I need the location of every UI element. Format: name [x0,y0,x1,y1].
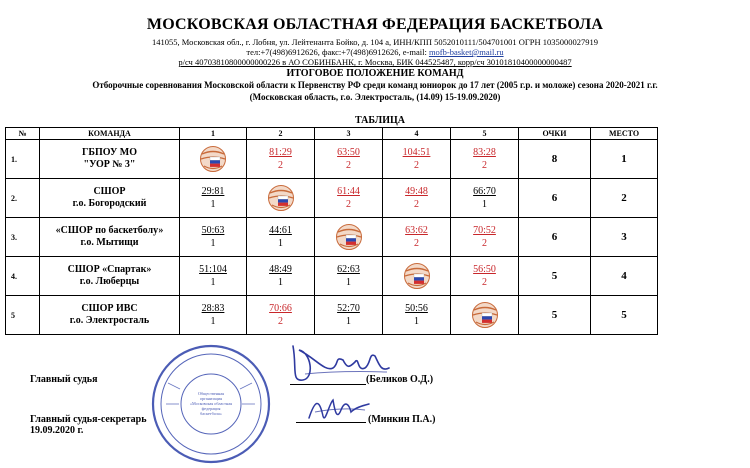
match-points: 2 [482,238,487,249]
result-cell [451,179,519,218]
match-points: 2 [482,277,487,288]
table-row [6,179,658,218]
match-points: 1 [210,238,216,249]
result-cell [315,179,383,218]
team-name [40,179,180,218]
result-cell [247,296,315,335]
self-match-cell [383,257,451,296]
result-cell [451,140,519,179]
result-cell [180,296,247,335]
team-name [40,218,180,257]
federation-contacts [0,47,750,57]
match-score: 50:56 [405,303,428,314]
table-row [6,140,658,179]
match-score: 44:61 [269,225,292,236]
result-cell [247,257,315,296]
federation-logo-icon [199,145,227,173]
total-points: 6 [519,179,591,218]
match-score: 61:44 [337,186,360,197]
row-number: 2. [6,179,40,218]
self-match-cell [315,218,383,257]
total-points: 5 [519,296,591,335]
match-score: 29:81 [201,186,225,197]
federation-title: МОСКОВСКАЯ ОБЛАСТНАЯ ФЕДЕРАЦИЯ БАСКЕТБОЛА [146,16,604,33]
row-number: 3. [6,218,40,257]
chief-judge-label: Главный судья [30,374,98,385]
match-score: 48:49 [269,264,292,275]
federation-logo-icon [471,301,499,329]
team-name [40,257,180,296]
result-cell [451,218,519,257]
match-points: 2 [414,238,419,249]
result-cell [315,140,383,179]
final-place: 5 [591,296,658,335]
match-points: 2 [278,316,283,327]
match-score: 52:70 [337,303,360,314]
standings-table [5,127,658,335]
col-header-place: МЕСТО [591,128,658,140]
federation-address: 141055, Московская обл., г. Лобня, ул. Лейтенанта Бойко, д. 104 а, ИНН/КПП 5052010111/504701001 ОГРН 1035000027919 [152,37,598,47]
team-name-line1: СШОР [93,186,126,197]
result-cell [383,296,451,335]
federation-logo-icon [267,184,295,212]
match-points: 2 [482,160,487,171]
match-points: 1 [346,316,351,327]
final-place: 4 [591,257,658,296]
match-points: 2 [414,199,419,210]
match-score: 56:50 [473,264,496,275]
team-name [40,140,180,179]
match-score: 83:28 [473,147,496,158]
team-name-line1: СШОР ИВС [81,303,138,314]
match-points: 1 [278,238,283,249]
match-score: 66:70 [473,186,496,197]
match-score: 63:50 [337,147,360,158]
match-score: 28:83 [201,303,225,314]
result-cell [180,179,247,218]
result-cell [383,218,451,257]
report-date: 19.09.2020 г. [30,425,84,436]
result-cell [247,140,315,179]
col-header-team: КОМАНДА [40,128,180,140]
team-name-line1: СШОР «Спартак» [67,264,152,275]
match-score: 70:52 [473,225,496,236]
official-stamp-icon [150,343,272,465]
match-points: 1 [278,277,283,288]
self-match-cell [180,140,247,179]
document-title: ИТОГОВОЕ ПОЛОЖЕНИЕ КОМАНД [286,68,464,79]
col-header-2: 2 [247,128,315,140]
federation-logo-icon [335,223,363,251]
team-name-line1: «СШОР по баскетболу» [55,225,164,236]
match-score: 50:63 [201,225,225,236]
svg-text:«Московская областная: «Московская областная [189,401,233,406]
final-place: 1 [591,140,658,179]
result-cell [451,257,519,296]
match-score: 81:29 [269,147,292,158]
federation-logo-icon [403,262,431,290]
match-points: 1 [210,316,216,327]
contacts-phone: тел:+7(498)6912626, факс:+7(498)6912626, e-mail: [246,47,429,57]
match-points: 2 [278,160,283,171]
col-header-4: 4 [383,128,451,140]
table-label: ТАБЛИЦА [355,115,405,126]
table-row [6,218,658,257]
match-points: 2 [346,160,351,171]
match-score: 49:48 [405,186,428,197]
final-place: 3 [591,218,658,257]
chief-judge-signature-icon [285,338,395,390]
federation-bank [0,57,750,67]
match-points: 1 [210,199,216,210]
match-score: 63:62 [405,225,428,236]
match-points: 2 [346,199,351,210]
col-header-5: 5 [451,128,519,140]
table-header-row [6,128,658,140]
team-name-line2: г.о. Богородский [72,198,147,209]
team-name-line2: г.о. Электросталь [69,315,150,326]
svg-text:федерация: федерация [201,406,221,411]
table-row [6,257,658,296]
match-score: 51:104 [199,264,227,275]
bank-details: р/сч 40703810800000000226 в АО СОБИНБАНК, г. Москва, БИК 044525487, корр/сч 30101810400000000487 [178,57,572,67]
match-points: 1 [346,277,351,288]
result-cell [383,140,451,179]
secretary-signature-icon [305,390,375,426]
match-score: 70:66 [269,303,292,314]
competition-venue: (Московская область, г.о. Электросталь, (14.09) 15-19.09.2020) [249,92,501,102]
match-score: 104:51 [402,147,431,158]
svg-text:организация: организация [199,396,223,401]
result-cell [315,296,383,335]
match-points: 1 [482,199,487,210]
team-name-line1: ГБПОУ МО [81,147,138,158]
result-cell [315,257,383,296]
total-points: 6 [519,218,591,257]
row-number: 4. [6,257,40,296]
match-points: 1 [210,277,216,288]
team-name-line2: г.о. Люберцы [79,276,140,287]
col-header-3: 3 [315,128,383,140]
row-number: 5 [6,296,40,335]
col-header-1: 1 [180,128,247,140]
col-header-num: № [6,128,40,140]
col-header-points: ОЧКИ [519,128,591,140]
contacts-email[interactable]: mofb-basket@mail.ru [428,47,504,57]
total-points: 5 [519,257,591,296]
final-place: 2 [591,179,658,218]
competition-name: Отборочные соревнования Московской области к Первенству РФ среди команд юниорок до 17 лет (2005 г.р. и моложе) сезона 2020-2021 г.г. [92,80,658,90]
svg-text:баскетбола»: баскетбола» [200,411,222,416]
secretary-label: Главный судья-секретарь [30,414,147,425]
self-match-cell [451,296,519,335]
chief-judge-name: (Беликов О.Д.) [366,374,434,385]
result-cell [383,179,451,218]
team-name-line2: "УОР № 3" [83,159,136,170]
match-score: 62:63 [337,264,360,275]
row-number: 1. [6,140,40,179]
secretary-name: (Минкин П.А.) [368,414,436,425]
result-cell [180,257,247,296]
match-points: 1 [414,316,419,327]
team-name-line2: г.о. Мытищи [80,237,139,248]
table-row [6,296,658,335]
team-name [40,296,180,335]
self-match-cell [247,179,315,218]
match-points: 2 [414,160,419,171]
svg-text:Общественная: Общественная [197,391,225,396]
result-cell [247,218,315,257]
result-cell [180,218,247,257]
total-points: 8 [519,140,591,179]
